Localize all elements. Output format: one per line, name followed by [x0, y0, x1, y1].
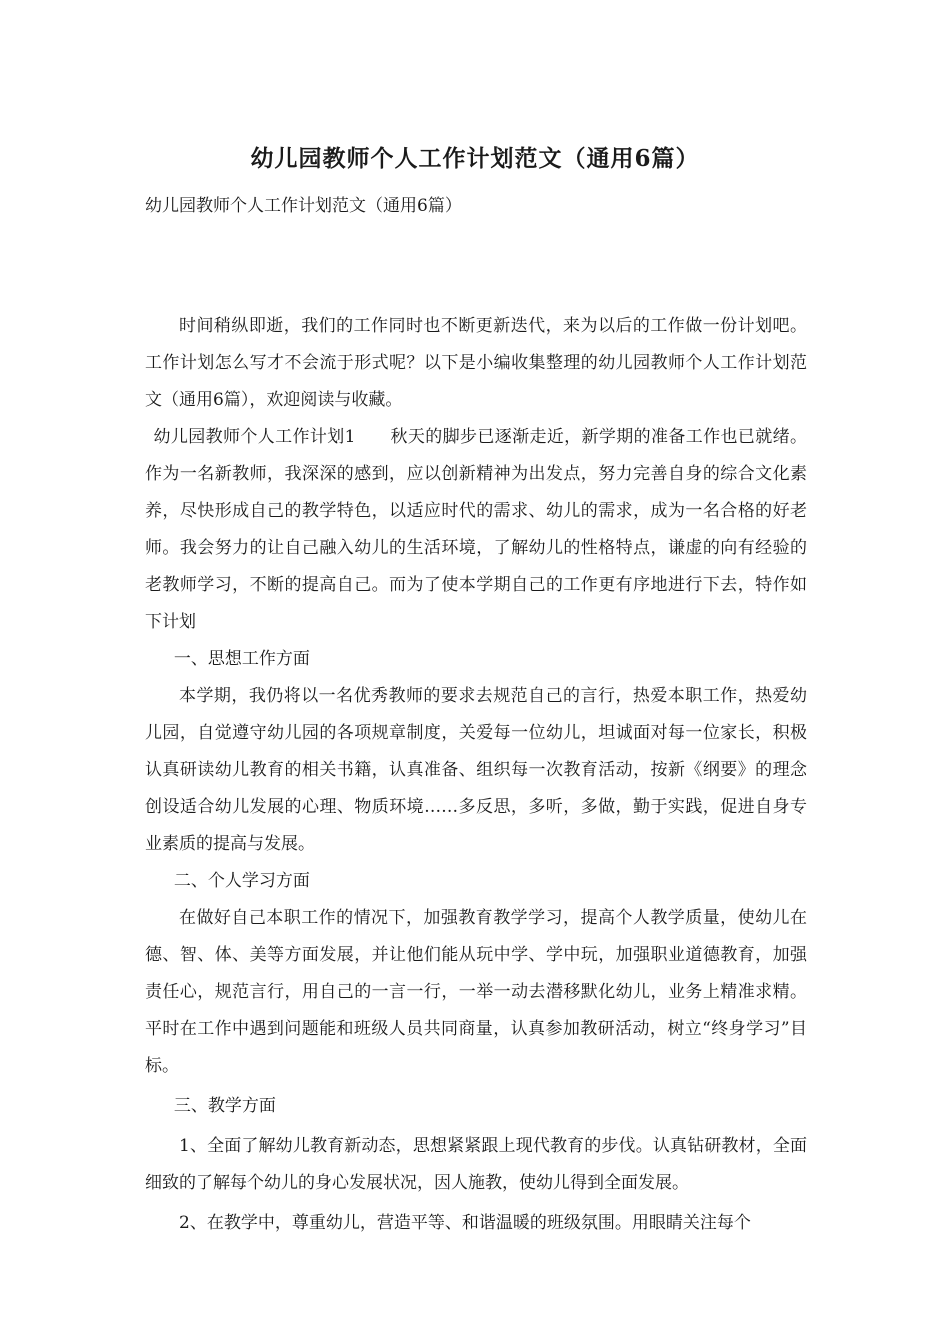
document-subtitle: 幼儿园教师个人工作计划范文（通用6篇） — [145, 196, 462, 216]
section-heading-thought: 一、思想工作方面 — [173, 649, 310, 669]
section-heading-study: 二、个人学习方面 — [173, 871, 310, 891]
document-title: 幼儿园教师个人工作计划范文（通用6篇） — [250, 145, 700, 172]
teaching-item-1: 1、全面了解幼儿教育新动态，思想紧紧跟上现代教育的步伐。认真钻研教材，全面细致的了解每个幼儿的身心发展状况，因人施教，使幼儿得到全面发展。 — [145, 1136, 807, 1193]
section-heading-teaching: 三、教学方面 — [173, 1096, 276, 1116]
document-body — [145, 308, 807, 1242]
intro-paragraph: 时间稍纵即逝，我们的工作同时也不断更新迭代，来为以后的工作做一份计划吧。工作计划怎么写才不会流于形式呢？以下是小编收集整理的幼儿园教师个人工作计划范文（通用6篇），欢迎阅读与收藏。 — [145, 316, 807, 410]
thought-paragraph: 本学期，我仍将以一名优秀教师的要求去规范自己的言行，热爱本职工作，热爱幼儿园，自觉遵守幼儿园的各项规章制度，关爱每一位幼儿，坦诚面对每一位家长，积极认真研读幼儿教育的相关书籍，认真准备、组织每一次教育活动，按新《纲要》的理念创设适合幼儿发展的心理、物质环境……多反思，多听，多做，勤于实践，促进自身专业素质的提高与发展。 — [145, 686, 807, 854]
teaching-item-2: 2、在教学中，尊重幼儿，营造平等、和谐温暖的班级氛围。用眼睛关注每个 — [179, 1213, 751, 1233]
plan-1-paragraph: 幼儿园教师个人工作计划1 秋天的脚步已逐渐走近，新学期的准备工作也已就绪。作为一名新教师，我深深的感到，应以创新精神为出发点，努力完善自身的综合文化素养，尽快形成自己的教学特色，以适应时代的需求、幼儿的需求，成为一名合格的好老师。我会努力的让自己融入幼儿的生活环境，了解幼儿的性格特点，谦虚的向有经验的老教师学习，不断的提高自己。而为了使本学期自己的工作更有序地进行下去，特作如下计划 — [145, 427, 807, 632]
study-paragraph: 在做好自己本职工作的情况下，加强教育教学学习，提高个人教学质量，使幼儿在德、智、体、美等方面发展，并让他们能从玩中学、学中玩，加强职业道德教育，加强责任心，规范言行，用自己的一言一行，一举一动去潜移默化幼儿，业务上精准求精。平时在工作中遇到问题能和班级人员共同商量，认真参加教研活动，树立“终身学习”目标。 — [145, 908, 807, 1076]
